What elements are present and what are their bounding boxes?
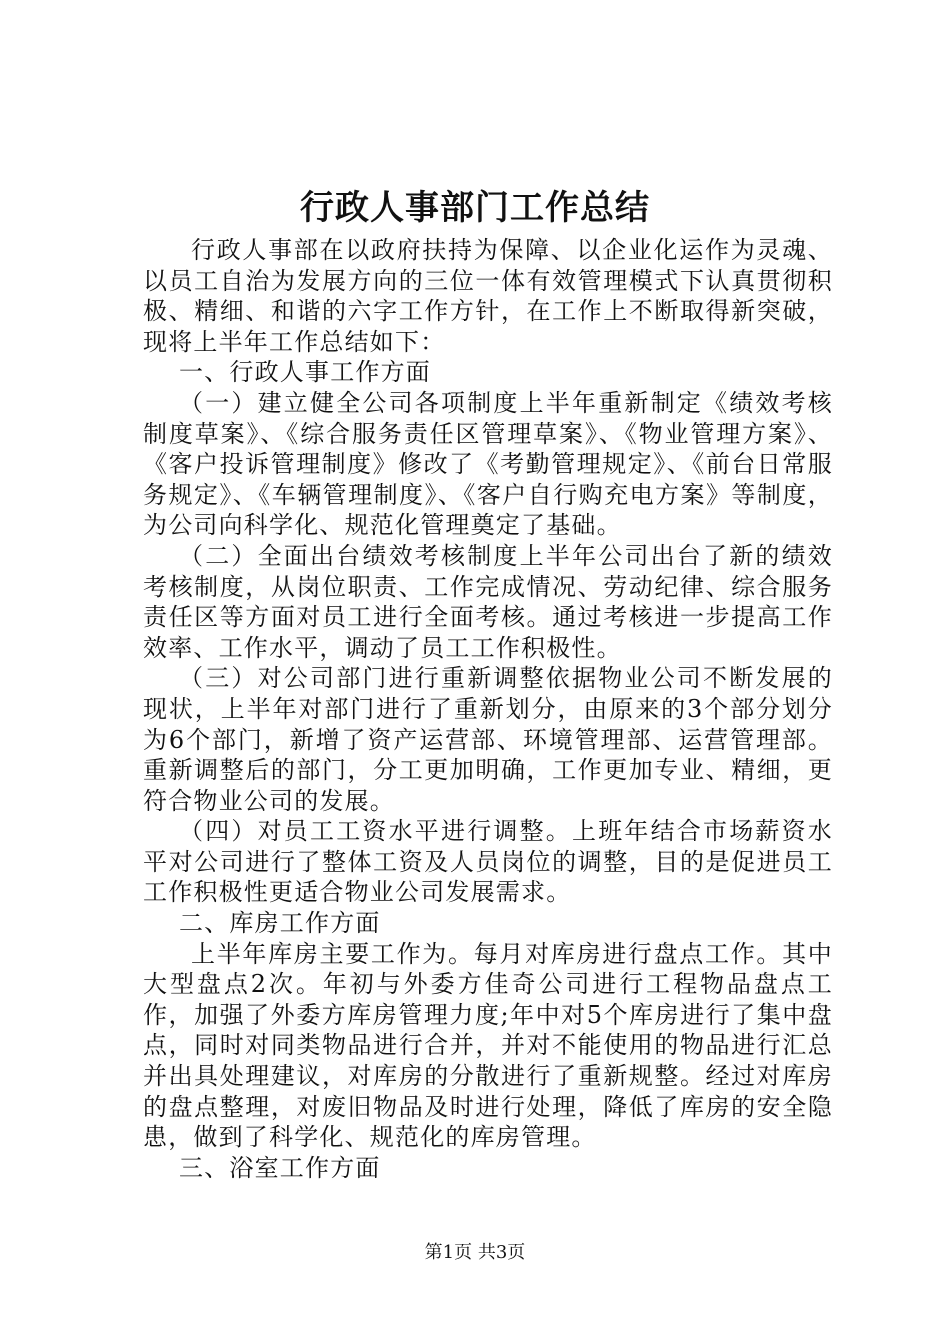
paragraph-item-4: （四）对员工工资水平进行调整。上班年结合市场薪资水平对公司进行了整体工资及人员岗位的调整，目的是促进员工工作积极性更适合物业公司发展需求。 [143,817,833,907]
intro-paragraph: 行政人事部在以政府扶持为保障、以企业化运作为灵魂、以员工自治为发展方向的三位一体有效管理模式下认真贯彻积极、精细、和谐的六字工作方针，在工作上不断取得新突破，现将上半年工作总结如下： [143,236,833,356]
document-body [143,235,833,1183]
page-number-footer: 第1页 共3页 [424,1242,526,1263]
paragraph-item-1: （一）建立健全公司各项制度上半年重新制定《绩效考核制度草案》、《综合服务责任区管理草案》、《物业管理方案》、《客户投诉管理制度》修改了《考勤管理规定》、《前台日常服务规定》、《车辆管理制度》、《客户自行购充电方案》等制度，为公司向科学化、规范化管理奠定了基础。 [143,388,833,540]
section-heading-admin-hr: 一、行政人事工作方面 [179,358,431,387]
section-heading-warehouse: 二、库房工作方面 [179,909,381,938]
paragraph-item-2: （二）全面出台绩效考核制度上半年公司出台了新的绩效考核制度，从岗位职责、工作完成情况、劳动纪律、综合服务责任区等方面对员工进行全面考核。通过考核进一步提高工作效率、工作水平，调动了员工工作积极性。 [143,541,833,662]
paragraph-item-3: （三）对公司部门进行重新调整依据物业公司不断发展的现状，上半年对部门进行了重新划分，由原来的3个部分划分为6个部门，新增了资产运营部、环境管理部、运营管理部。重新调整后的部门，分工更加明确，工作更加专业、精细，更符合物业公司的发展。 [143,664,833,815]
warehouse-paragraph: 上半年库房主要工作为。每月对库房进行盘点工作。其中大型盘点2次。年初与外委方佳奇公司进行工程物品盘点工作，加强了外委方库房管理力度;年中对5个库房进行了集中盘点，同时对同类物品进行合并，并对不能使用的物品进行汇总并出具处理建议，对库房的分散进行了重新规整。经过对库房的盘点整理，对废旧物品及时进行处理，降低了库房的安全隐患，做到了科学化、规范化的库房管理。 [143,939,833,1152]
section-heading-bathroom: 三、浴室工作方面 [179,1153,381,1182]
document-title: 行政人事部门工作总结 [300,188,650,228]
